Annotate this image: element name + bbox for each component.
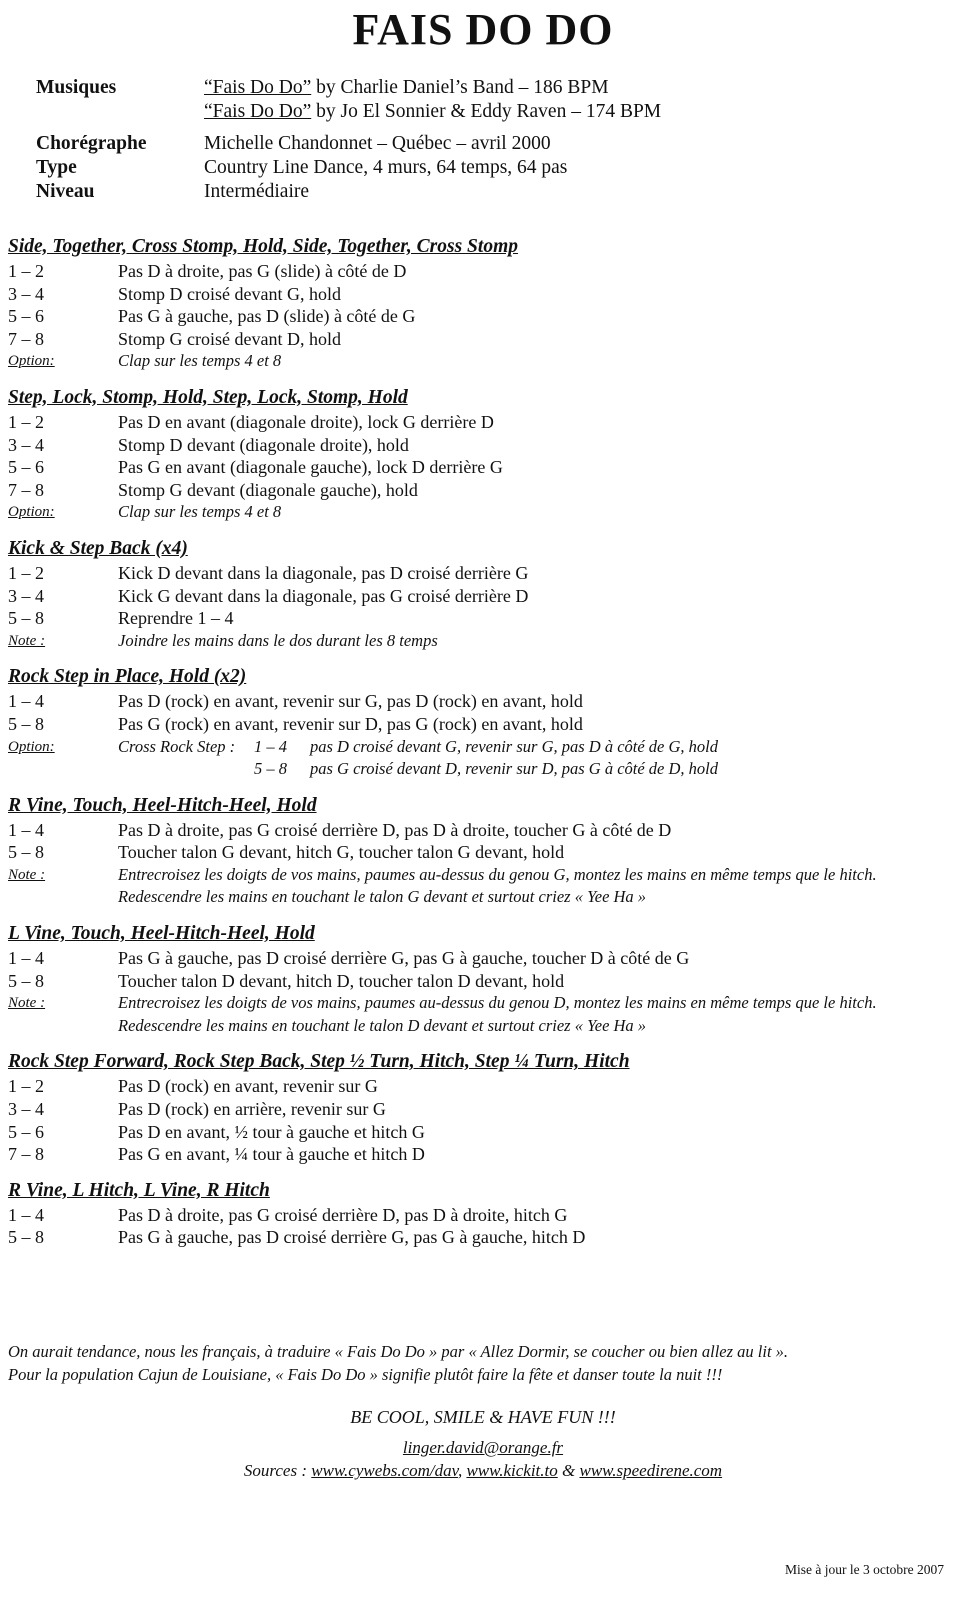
step-count: 1 – 4 [8, 1204, 44, 1225]
level-label: Niveau [36, 181, 95, 202]
step-count: 3 – 4 [8, 283, 44, 304]
update-date: Mise à jour le 3 octobre 2007 [785, 1562, 944, 1577]
note-row [8, 350, 958, 373]
step-count: 1 – 2 [8, 411, 44, 432]
option-line [118, 758, 958, 781]
step-row [8, 1204, 958, 1227]
song-title: “Fais Do Do” [204, 77, 312, 98]
step-row [8, 479, 958, 502]
step-count: 7 – 8 [8, 328, 44, 349]
choreo-value: Michelle Chandonnet – Québec – avril 2000 [204, 133, 551, 154]
note-label: Note : [8, 632, 46, 649]
step-row [8, 305, 958, 328]
step-section [8, 793, 958, 909]
step-description: Toucher talon D devant, hitch D, toucher talon D devant, hold [118, 970, 565, 991]
type-row [36, 156, 661, 180]
source-link[interactable]: www.speedirene.com [579, 1461, 723, 1480]
choreo-label: Chorégraphe [36, 133, 147, 154]
dance-info [36, 76, 661, 204]
contact-email[interactable] [0, 1438, 966, 1458]
step-count: 1 – 4 [8, 819, 44, 840]
step-count: 5 – 6 [8, 457, 44, 478]
step-count: 3 – 4 [8, 585, 44, 606]
step-description: Stomp G croisé devant D, hold [118, 328, 341, 349]
separator: , [457, 1461, 467, 1480]
step-count: 1 – 2 [8, 261, 44, 281]
step-row [8, 260, 958, 283]
music-item [204, 76, 661, 100]
sources-label: Sources : [243, 1461, 312, 1480]
step-section [8, 536, 958, 652]
step-row [8, 411, 958, 434]
level-value: Intermédiaire [204, 181, 310, 202]
option-row [8, 736, 958, 781]
option-label: Cross Rock Step : [118, 736, 236, 756]
song-details: by Charlie Daniel’s Band – 186 BPM [311, 77, 609, 98]
footer-line: On aurait tendance, nous les français, à traduire « Fais Do Do » par « Allez Dormir, se coucher ou bien allez au lit ». [8, 1342, 789, 1361]
section-title: Rock Step Forward, Rock Step Back, Step ½ Turn, Hitch, Step ¼ Turn, Hitch [8, 1051, 630, 1073]
note-label: Option: [8, 504, 55, 521]
section-title: R Vine, Touch, Heel-Hitch-Heel, Hold [8, 794, 317, 816]
step-count: 5 – 8 [8, 1227, 44, 1248]
section-title: L Vine, Touch, Heel-Hitch-Heel, Hold [8, 923, 315, 945]
step-row [8, 841, 958, 864]
step-description: Pas G en avant, ¼ tour à gauche et hitch D [118, 1144, 425, 1165]
option-text: pas D croisé devant G, revenir sur G, pas D à côté de G, hold [310, 736, 719, 756]
section-title: Kick & Step Back (x4) [8, 537, 188, 559]
step-description: Stomp D devant (diagonale droite), hold [118, 434, 409, 455]
step-count: 7 – 8 [8, 1144, 44, 1165]
step-row [8, 690, 958, 713]
type-value: Country Line Dance, 4 murs, 64 temps, 64 pas [204, 157, 568, 178]
step-description: Kick D devant dans la diagonale, pas D croisé derrière G [118, 562, 529, 583]
song-title: “Fais Do Do” [204, 101, 312, 122]
step-description: Pas G à gauche, pas D croisé derrière G, pas G à gauche, hitch D [118, 1227, 586, 1248]
option-details [118, 736, 958, 781]
note-row [8, 992, 958, 1037]
option-line [118, 736, 958, 759]
footer-note [8, 1340, 954, 1386]
step-count: 3 – 4 [8, 1099, 44, 1120]
section-title: Rock Step in Place, Hold (x2) [8, 666, 247, 688]
note-label: Option: [8, 738, 55, 755]
step-section [8, 664, 958, 780]
step-row [8, 1226, 958, 1249]
step-row [8, 1098, 958, 1121]
step-description: Kick G devant dans la diagonale, pas G croisé derrière D [118, 585, 529, 606]
step-description: Toucher talon G devant, hitch G, toucher talon G devant, hold [118, 842, 565, 863]
step-count: 5 – 8 [8, 608, 44, 629]
step-description: Pas D à droite, pas G (slide) à côté de D [118, 261, 407, 281]
step-description: Pas G en avant (diagonale gauche), lock D derrière G [118, 457, 503, 478]
option-label [118, 758, 254, 781]
step-row [8, 819, 958, 842]
step-count: 1 – 2 [8, 562, 44, 583]
email-link[interactable]: linger.david@orange.fr [402, 1438, 564, 1457]
source-link[interactable]: www.cywebs.com/dav [311, 1461, 458, 1480]
step-row [8, 713, 958, 736]
step-description: Pas D à droite, pas G croisé derrière D, pas D à droite, toucher G à côté de D [118, 819, 672, 840]
step-count: 5 – 6 [8, 306, 44, 327]
source-link[interactable]: www.kickit.to [466, 1461, 558, 1480]
note-text: Entrecroisez les doigts de vos mains, paumes au-dessus du genou G, montez les mains en même temps que le hitch. Redescendre les mains en touchant le talon G devant et surtout criez « Yee Ha » [118, 864, 877, 907]
step-row [8, 328, 958, 351]
step-description: Stomp D croisé devant G, hold [118, 283, 341, 304]
step-row [8, 947, 958, 970]
step-description: Reprendre 1 – 4 [118, 608, 234, 629]
step-count: 5 – 8 [8, 842, 44, 863]
step-section [8, 385, 958, 524]
step-row [8, 1121, 958, 1144]
step-count: 1 – 4 [8, 691, 44, 712]
section-title: Step, Lock, Stomp, Hold, Step, Lock, Stomp, Hold [8, 386, 408, 408]
footer-line: Pour la population Cajun de Louisiane, « Fais Do Do » signifie plutôt faire la fête et danser toute la nuit !!! [8, 1365, 723, 1384]
note-row [8, 630, 958, 653]
step-section [8, 1178, 958, 1249]
step-row [8, 283, 958, 306]
step-sections [8, 234, 958, 1261]
note-label: Note : [8, 866, 46, 883]
step-row [8, 562, 958, 585]
option-count: 5 – 8 [254, 759, 287, 779]
note-text: Entrecroisez les doigts de vos mains, paumes au-dessus du genou D, montez les mains en même temps que le hitch. Redescendre les mains en touchant le talon D devant et surtout criez « Yee Ha » [118, 993, 877, 1035]
song-details: by Jo El Sonnier & Eddy Raven – 174 BPM [311, 101, 662, 122]
section-title: R Vine, L Hitch, L Vine, R Hitch [8, 1179, 270, 1201]
section-title: Side, Together, Cross Stomp, Hold, Side, Together, Cross Stomp [8, 236, 518, 257]
step-description: Pas D à droite, pas G croisé derrière D, pas D à droite, hitch G [118, 1204, 568, 1225]
level-row [36, 180, 661, 204]
step-section [8, 921, 958, 1037]
note-label: Option: [8, 353, 55, 370]
note-text: Clap sur les temps 4 et 8 [118, 502, 282, 522]
step-description: Pas G (rock) en avant, revenir sur D, pas G (rock) en avant, hold [118, 713, 583, 734]
step-count: 1 – 2 [8, 1076, 44, 1097]
step-description: Pas D en avant, ½ tour à gauche et hitch G [118, 1121, 425, 1142]
note-row [8, 864, 958, 909]
step-description: Stomp G devant (diagonale gauche), hold [118, 479, 418, 500]
step-row [8, 585, 958, 608]
music-item [204, 100, 661, 124]
separator: & [557, 1461, 580, 1480]
step-count: 5 – 8 [8, 713, 44, 734]
step-row [8, 434, 958, 457]
music-label: Musiques [36, 77, 117, 98]
step-count: 1 – 4 [8, 948, 44, 969]
option-count: 1 – 4 [254, 736, 287, 756]
step-description: Pas G à gauche, pas D croisé derrière G, pas G à gauche, toucher D à côté de G [118, 948, 690, 969]
step-row [8, 1075, 958, 1098]
option-text: pas G croisé devant D, revenir sur D, pas G à côté de D, hold [310, 759, 719, 779]
note-text: Clap sur les temps 4 et 8 [118, 351, 282, 371]
note-row [8, 501, 958, 524]
step-description: Pas D (rock) en avant, revenir sur G, pas D (rock) en avant, hold [118, 691, 583, 712]
step-row [8, 456, 958, 479]
step-count: 3 – 4 [8, 434, 44, 455]
slogan: BE COOL, SMILE & HAVE FUN !!! [350, 1407, 616, 1427]
music-list [204, 76, 661, 124]
step-row [8, 1143, 958, 1166]
step-description: Pas D (rock) en avant, revenir sur G [118, 1076, 378, 1097]
step-section [8, 1049, 958, 1165]
note-text: Joindre les mains dans le dos durant les 8 temps [118, 630, 438, 650]
page-title: FAIS DO DO [352, 5, 614, 54]
step-row [8, 970, 958, 993]
step-count: 7 – 8 [8, 479, 44, 500]
music-row [36, 76, 661, 124]
type-label: Type [36, 157, 77, 178]
step-section [8, 234, 958, 373]
step-description: Pas D en avant (diagonale droite), lock G derrière D [118, 411, 494, 432]
choreo-row [36, 132, 661, 156]
sources [0, 1461, 966, 1481]
note-label: Note : [8, 995, 46, 1012]
step-count: 5 – 6 [8, 1121, 44, 1142]
step-count: 5 – 8 [8, 970, 44, 991]
step-description: Pas G à gauche, pas D (slide) à côté de G [118, 306, 416, 327]
step-description: Pas D (rock) en arrière, revenir sur G [118, 1099, 386, 1120]
step-row [8, 607, 958, 630]
